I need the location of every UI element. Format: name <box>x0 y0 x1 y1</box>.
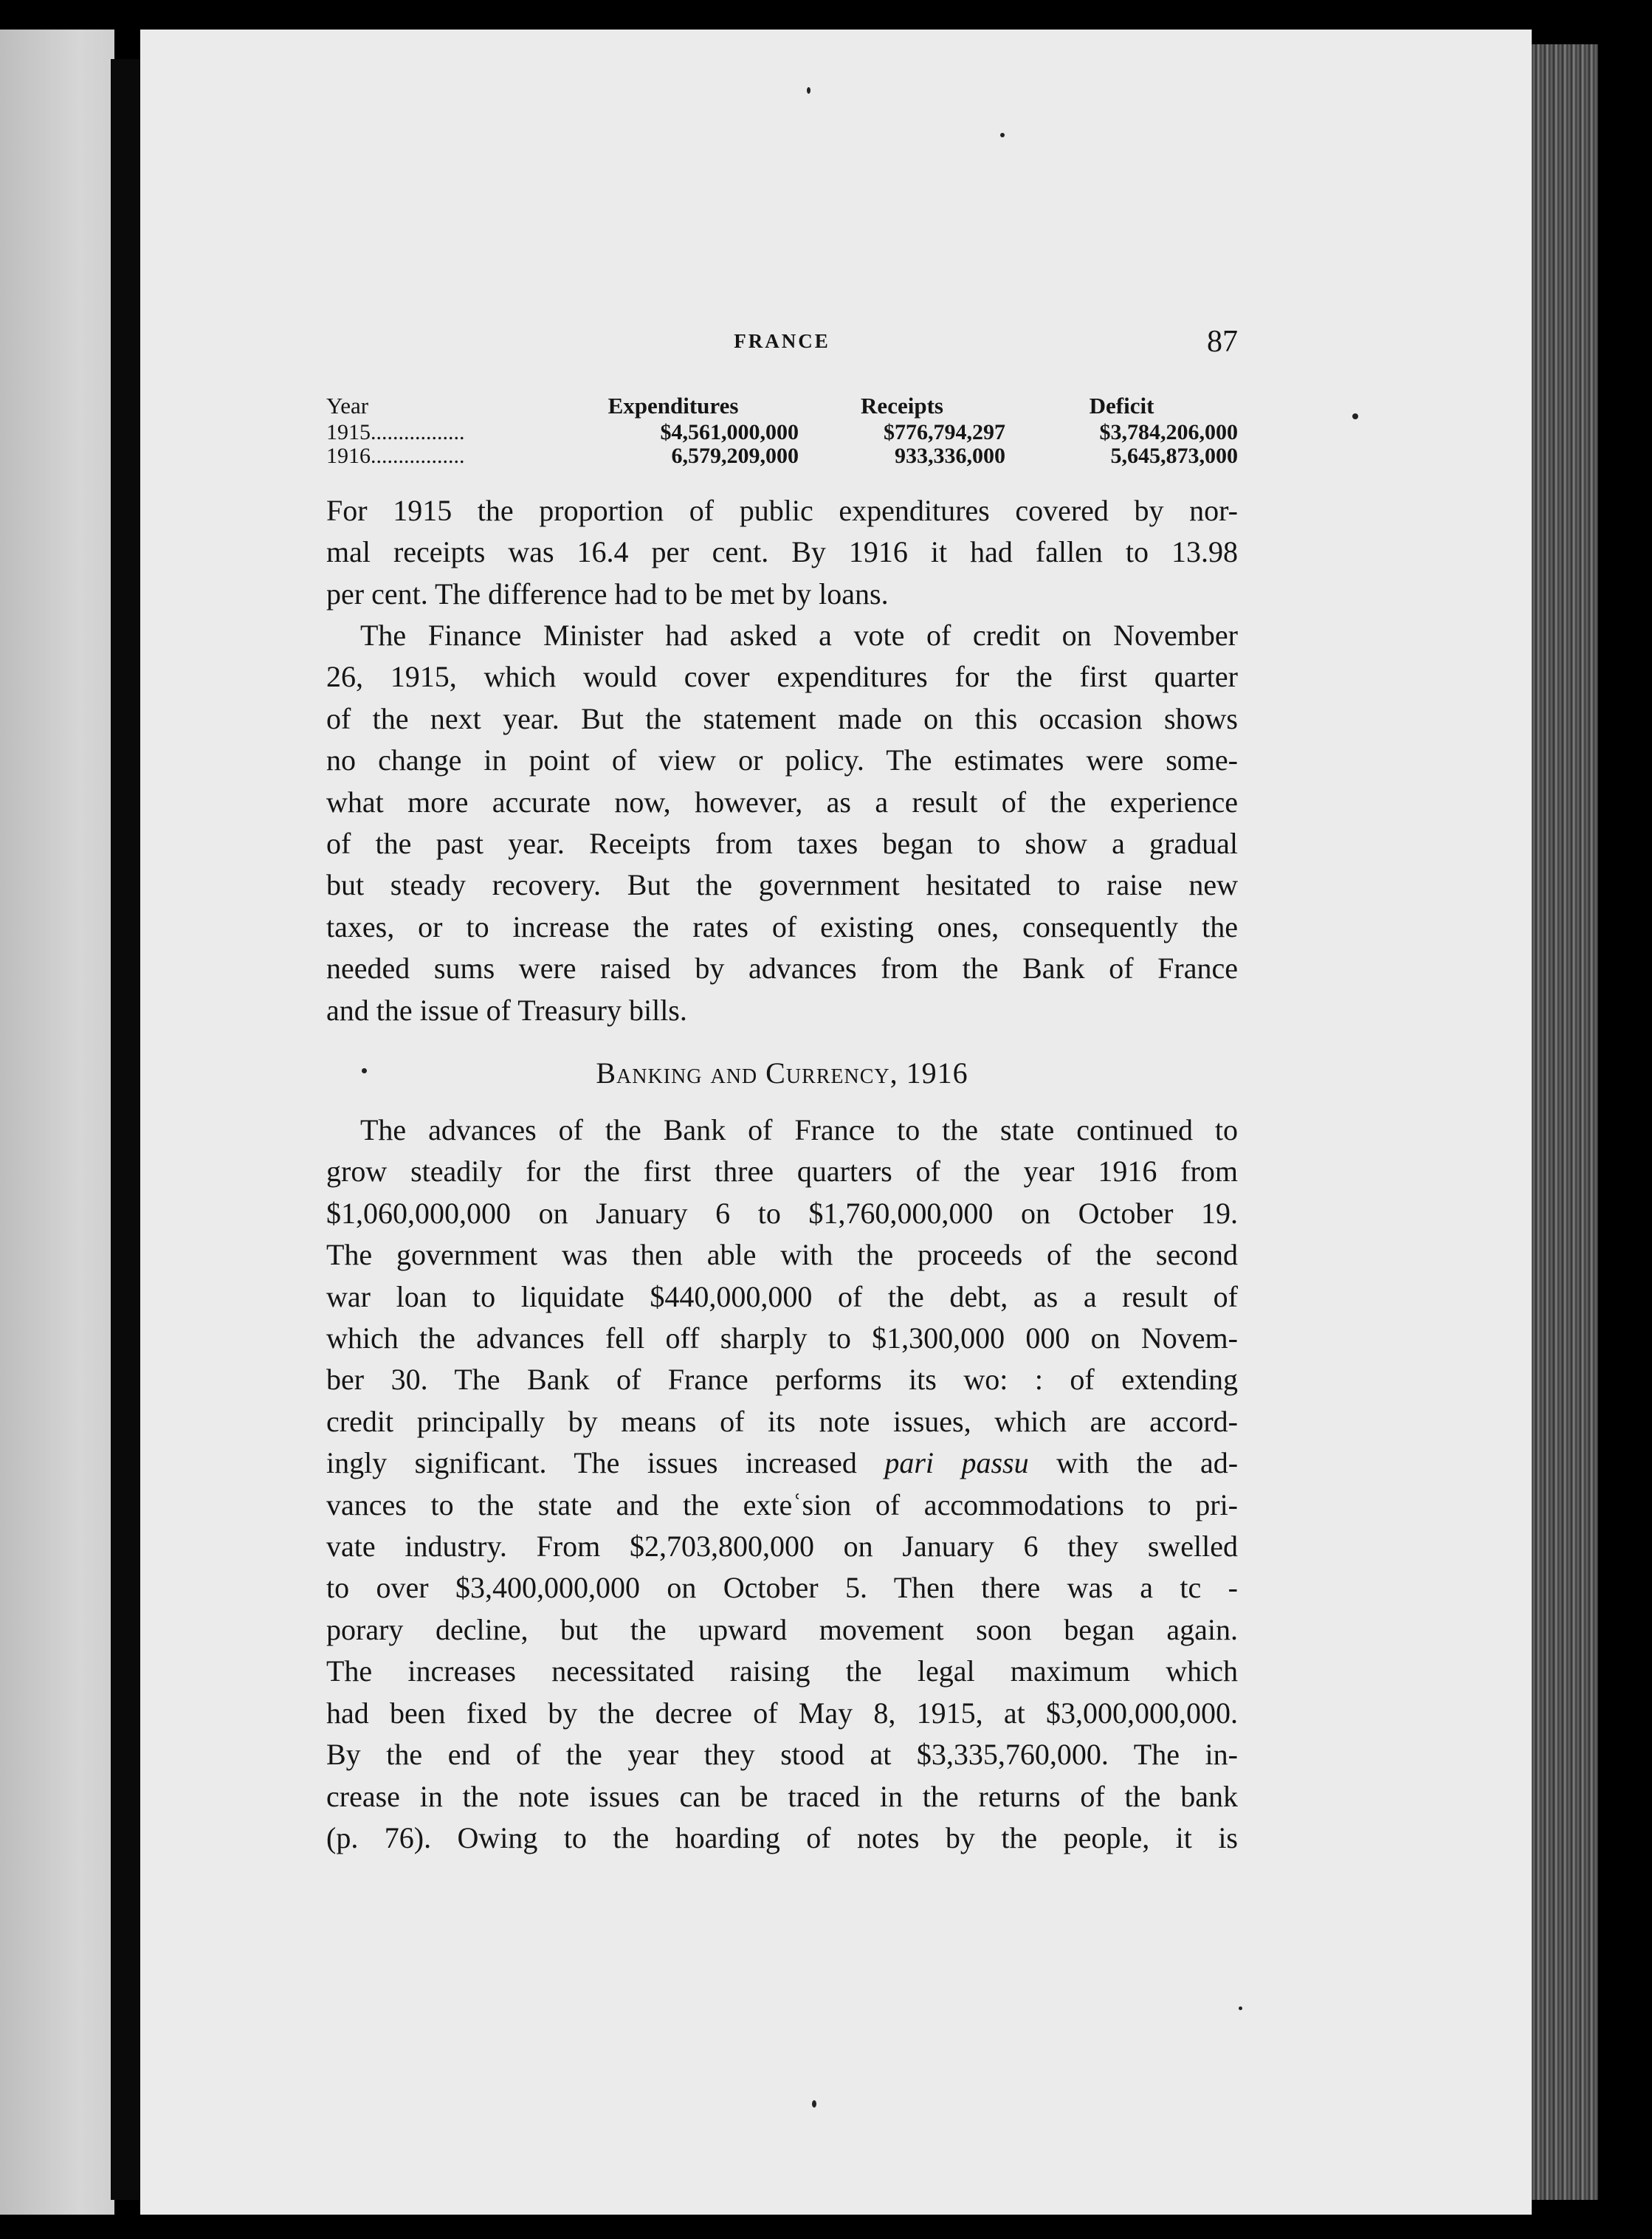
text-line: to over $3,400,000,000 on October 5. Then there was a tc - <box>326 1571 1238 1605</box>
page-number: 87 <box>1207 325 1238 359</box>
table-row <box>326 421 1238 444</box>
text-line: porary decline, but the upward movement soon began again. <box>326 1612 1238 1646</box>
paragraph-3 <box>326 1110 1238 1859</box>
text-line: credit principally by means of its note issues, which are accord- <box>326 1404 1238 1438</box>
year-cell <box>326 421 548 444</box>
text-line: per cent. The difference had to be met by loans. <box>326 577 889 611</box>
dot-leader: ................. <box>371 420 465 444</box>
year-value: 1916 <box>326 444 371 468</box>
text-line: taxes, or to increase the rates of existing ones, consequently the <box>326 909 1238 943</box>
paragraph-1 <box>326 490 1238 615</box>
text-segment: ingly significant. The issues increased <box>326 1446 857 1480</box>
text-line: (p. 76). Owing to the hoarding of notes by the people, it is <box>326 1820 1238 1854</box>
text-segment: with the ad- <box>1028 1446 1239 1480</box>
column-header: Year <box>326 393 369 419</box>
text-line: The Finance Minister had asked a vote of credit on November <box>360 619 1238 652</box>
expenditures-cell: $4,561,000,000 <box>660 420 799 444</box>
section-heading <box>326 1056 1238 1090</box>
scan-speck <box>812 2100 816 2108</box>
text-line: grow steadily for the first three quarters of the year 1916 from <box>326 1155 1238 1189</box>
deficit-cell: $3,784,206,000 <box>1099 420 1238 444</box>
dot-leader: ................. <box>371 444 465 468</box>
text-line: 26, 1915, which would cover expenditures for the first quarter <box>326 660 1238 694</box>
text-line: The increases necessitated raising the legal maximum which <box>326 1654 1238 1688</box>
expenditures-cell: 6,579,209,000 <box>671 444 799 468</box>
scan-speck <box>1000 133 1005 137</box>
text-line: The advances of the Bank of France to the state continued to <box>360 1113 1238 1146</box>
text-line: mal receipts was 16.4 per cent. By 1916 it had fallen to 13.98 <box>326 535 1238 569</box>
table-header-row <box>326 391 1238 421</box>
table-row <box>326 444 1238 468</box>
running-head <box>326 325 1238 367</box>
text-line: of the next year. But the statement made on this occasion shows <box>326 701 1238 735</box>
text-line: of the past year. Receipts from taxes began to show a gradual <box>326 827 1238 861</box>
text-line: vate industry. From $2,703,800,000 on January 6 they swelled <box>326 1530 1238 1564</box>
deficit-cell: 5,645,873,000 <box>1110 444 1238 468</box>
gutter-shadow <box>111 59 140 2200</box>
italic-phrase: pari passu <box>884 1446 1029 1480</box>
paragraph-2 <box>326 615 1238 1031</box>
column-header: Expenditures <box>608 393 739 419</box>
column-header: Deficit <box>1089 393 1154 419</box>
text-line: no change in point of view or policy. The estimates were some- <box>326 743 1238 777</box>
column-header: Receipts <box>861 393 943 419</box>
text-line <box>326 1442 1238 1484</box>
text-line: vances to the state and the exteʿsion of accommodations to pri- <box>326 1487 1238 1521</box>
previous-page-edge <box>0 30 114 2215</box>
text-line: $1,060,000,000 on January 6 to $1,760,000,000 on October 19. <box>326 1196 1238 1230</box>
page-stack-edge <box>1532 44 1598 2200</box>
text-line: what more accurate now, however, as a result of the experience <box>326 785 1238 819</box>
text-line: which the advances fell off sharply to $1,300,000 000 on Novem- <box>326 1321 1238 1355</box>
receipts-cell: $776,794,297 <box>884 420 1005 444</box>
text-line: needed sums were raised by advances from the Bank of France <box>326 952 1238 986</box>
text-line: and the issue of Treasury bills. <box>326 993 687 1027</box>
scan-speck <box>807 87 810 94</box>
scan-speck <box>1239 2006 1242 2010</box>
text-line: By the end of the year they stood at $3,335,760,000. The in- <box>326 1738 1238 1772</box>
year-cell <box>326 444 548 468</box>
text-line: ber 30. The Bank of France performs its wo: : of extending <box>326 1363 1238 1397</box>
background-edge <box>1598 0 1652 2239</box>
text-line: war loan to liquidate $440,000,000 of the debt, as a result of <box>326 1279 1238 1313</box>
text-line: crease in the note issues can be traced in the returns of the bank <box>326 1779 1238 1813</box>
receipts-cell: 933,336,000 <box>895 444 1005 468</box>
text-line: but steady recovery. But the government hesitated to raise new <box>326 868 1238 902</box>
text-line: had been fixed by the decree of May 8, 1915, at $3,000,000,000. <box>326 1696 1238 1730</box>
text-line: The government was then able with the proceeds of the second <box>326 1238 1238 1272</box>
finance-table <box>326 391 1238 468</box>
year-value: 1915 <box>326 420 371 444</box>
section-heading-text: Banking and Currency, 1916 <box>596 1056 968 1090</box>
text-line: For 1915 the proportion of public expenditures covered by nor- <box>326 494 1238 527</box>
scan-speck <box>1352 413 1358 419</box>
running-title: FRANCE <box>734 330 830 352</box>
